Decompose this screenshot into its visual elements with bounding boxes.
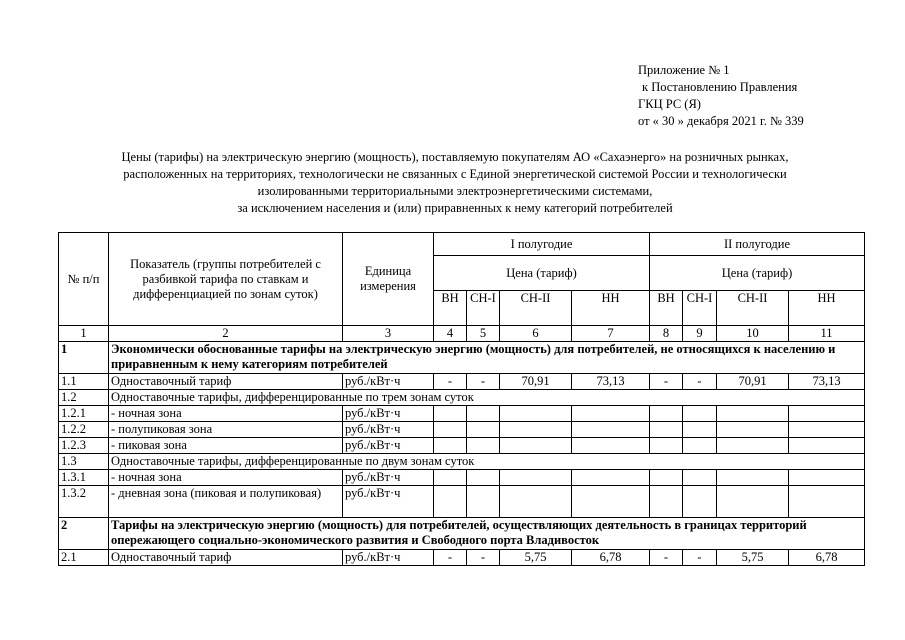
value-cell: - bbox=[650, 374, 683, 390]
row-unit: руб./кВт·ч bbox=[343, 486, 434, 518]
value-cell bbox=[789, 438, 865, 454]
column-number: 10 bbox=[717, 326, 789, 342]
value-cell bbox=[467, 438, 500, 454]
value-cell bbox=[572, 470, 650, 486]
value-cell bbox=[650, 406, 683, 422]
table-row bbox=[59, 406, 865, 422]
row-unit: руб./кВт·ч bbox=[343, 422, 434, 438]
value-cell: - bbox=[683, 550, 717, 566]
column-number: 11 bbox=[789, 326, 865, 342]
value-cell: 73,13 bbox=[572, 374, 650, 390]
row-num: 2.1 bbox=[59, 550, 109, 566]
value-cell bbox=[683, 438, 717, 454]
tariff-table bbox=[58, 232, 865, 566]
header-unit: Единица измерения bbox=[343, 233, 434, 326]
header-half-2: II полугодие bbox=[650, 233, 865, 256]
value-cell bbox=[467, 470, 500, 486]
value-cell bbox=[650, 422, 683, 438]
value-cell bbox=[683, 470, 717, 486]
row-name: - пиковая зона bbox=[109, 438, 343, 454]
row-num: 1.1 bbox=[59, 374, 109, 390]
header-level-sn2: СН-II bbox=[500, 291, 572, 326]
value-cell bbox=[650, 486, 683, 518]
table-row bbox=[59, 438, 865, 454]
value-cell bbox=[717, 486, 789, 518]
title-line: Цены (тарифы) на электрическую энергию (мощность), поставляемую покупателям АО «Сахаэнерго» на розничных рынках, bbox=[121, 150, 789, 164]
value-cell: 5,75 bbox=[717, 550, 789, 566]
header-level-sn1: СН-I bbox=[467, 291, 500, 326]
column-number: 5 bbox=[467, 326, 500, 342]
value-cell bbox=[683, 422, 717, 438]
appendix-block bbox=[638, 62, 804, 130]
value-cell bbox=[789, 486, 865, 518]
column-number: 9 bbox=[683, 326, 717, 342]
column-number: 6 bbox=[500, 326, 572, 342]
column-number: 1 bbox=[59, 326, 109, 342]
value-cell bbox=[467, 422, 500, 438]
value-cell bbox=[500, 486, 572, 518]
section-num: 2 bbox=[59, 518, 109, 550]
value-cell bbox=[650, 438, 683, 454]
table-row bbox=[59, 422, 865, 438]
value-cell: - bbox=[467, 550, 500, 566]
value-cell bbox=[500, 422, 572, 438]
header-level-nn: НН bbox=[572, 291, 650, 326]
value-cell bbox=[717, 406, 789, 422]
value-cell bbox=[650, 470, 683, 486]
value-cell: 70,91 bbox=[717, 374, 789, 390]
header-num: № п/п bbox=[59, 233, 109, 326]
value-cell bbox=[717, 470, 789, 486]
row-num: 1.2.1 bbox=[59, 406, 109, 422]
value-cell: 5,75 bbox=[500, 550, 572, 566]
table-row bbox=[59, 454, 865, 470]
title-line: расположенных на территориях, технологически не связанных с Единой энергетической системой России и технологически bbox=[123, 167, 787, 181]
value-cell bbox=[789, 422, 865, 438]
section-title: Экономически обоснованные тарифы на электрическую энергию (мощность) для потребителей, не относящихся к населению и приравненным к нему категориям потребителей bbox=[109, 342, 865, 374]
value-cell bbox=[572, 438, 650, 454]
header-level-vn: ВН bbox=[434, 291, 467, 326]
appendix-line: Приложение № 1 bbox=[638, 63, 730, 77]
column-number: 8 bbox=[650, 326, 683, 342]
value-cell bbox=[572, 486, 650, 518]
value-cell: 6,78 bbox=[789, 550, 865, 566]
value-cell bbox=[500, 470, 572, 486]
row-name: - дневная зона (пиковая и полупиковая) bbox=[109, 486, 343, 518]
row-name: - полупиковая зона bbox=[109, 422, 343, 438]
header-level-sn2: СН-II bbox=[717, 291, 789, 326]
row-unit: руб./кВт·ч bbox=[343, 438, 434, 454]
header-level-nn: НН bbox=[789, 291, 865, 326]
value-cell bbox=[789, 406, 865, 422]
header-indicator: Показатель (группы потребителей с разбивкой тарифа по ставкам и дифференциацией по зонам суток) bbox=[109, 233, 343, 326]
column-number: 4 bbox=[434, 326, 467, 342]
value-cell bbox=[467, 406, 500, 422]
value-cell: - bbox=[467, 374, 500, 390]
value-cell: - bbox=[683, 374, 717, 390]
row-name: - ночная зона bbox=[109, 470, 343, 486]
row-unit: руб./кВт·ч bbox=[343, 406, 434, 422]
title-line: за исключением населения и (или) приравненных к нему категорий потребителей bbox=[237, 201, 673, 215]
value-cell bbox=[500, 406, 572, 422]
value-cell: - bbox=[650, 550, 683, 566]
header-level-vn: ВН bbox=[650, 291, 683, 326]
section-title: Тарифы на электрическую энергию (мощность) для потребителей, осуществляющих деятельность в границах территорий опережающего социально-экономического развития и Свободного порта Владивосток bbox=[109, 518, 865, 550]
header-half-1: I полугодие bbox=[434, 233, 650, 256]
value-cell bbox=[789, 470, 865, 486]
header-price-2: Цена (тариф) bbox=[650, 256, 865, 291]
row-num: 1.3.1 bbox=[59, 470, 109, 486]
row-name: Одноставочный тариф bbox=[109, 550, 343, 566]
value-cell bbox=[434, 486, 467, 518]
row-unit: руб./кВт·ч bbox=[343, 550, 434, 566]
table-row bbox=[59, 486, 865, 518]
column-number: 2 bbox=[109, 326, 343, 342]
value-cell: 6,78 bbox=[572, 550, 650, 566]
value-cell bbox=[717, 438, 789, 454]
row-unit: руб./кВт·ч bbox=[343, 470, 434, 486]
row-num: 1.2.2 bbox=[59, 422, 109, 438]
row-name: Одноставочные тарифы, дифференцированные по трем зонам суток bbox=[109, 390, 865, 406]
value-cell bbox=[683, 406, 717, 422]
row-name: Одноставочный тариф bbox=[109, 374, 343, 390]
table-row bbox=[59, 550, 865, 566]
value-cell bbox=[717, 422, 789, 438]
value-cell bbox=[683, 486, 717, 518]
table-row bbox=[59, 390, 865, 406]
row-num: 1.3 bbox=[59, 454, 109, 470]
row-num: 1.2 bbox=[59, 390, 109, 406]
row-num: 1.3.2 bbox=[59, 486, 109, 518]
appendix-line: ГКЦ РС (Я) bbox=[638, 97, 701, 111]
value-cell bbox=[467, 486, 500, 518]
value-cell bbox=[434, 470, 467, 486]
value-cell: - bbox=[434, 550, 467, 566]
document-title bbox=[40, 149, 870, 217]
value-cell: 70,91 bbox=[500, 374, 572, 390]
header-level-sn1: СН-I bbox=[683, 291, 717, 326]
row-unit: руб./кВт·ч bbox=[343, 374, 434, 390]
header-price-1: Цена (тариф) bbox=[434, 256, 650, 291]
value-cell: 73,13 bbox=[789, 374, 865, 390]
title-line: изолированными территориальными электроэнергетическими системами, bbox=[257, 184, 653, 198]
value-cell bbox=[434, 406, 467, 422]
appendix-line: от « 30 » декабря 2021 г. № 339 bbox=[638, 114, 804, 128]
value-cell bbox=[572, 422, 650, 438]
value-cell bbox=[434, 438, 467, 454]
column-number: 3 bbox=[343, 326, 434, 342]
row-name: Одноставочные тарифы, дифференцированные по двум зонам суток bbox=[109, 454, 865, 470]
column-number: 7 bbox=[572, 326, 650, 342]
section-num: 1 bbox=[59, 342, 109, 374]
value-cell bbox=[500, 438, 572, 454]
value-cell: - bbox=[434, 374, 467, 390]
table-row bbox=[59, 470, 865, 486]
value-cell bbox=[572, 406, 650, 422]
appendix-line: к Постановлению Правления bbox=[642, 80, 798, 94]
table-row bbox=[59, 374, 865, 390]
row-name: - ночная зона bbox=[109, 406, 343, 422]
row-num: 1.2.3 bbox=[59, 438, 109, 454]
value-cell bbox=[434, 422, 467, 438]
